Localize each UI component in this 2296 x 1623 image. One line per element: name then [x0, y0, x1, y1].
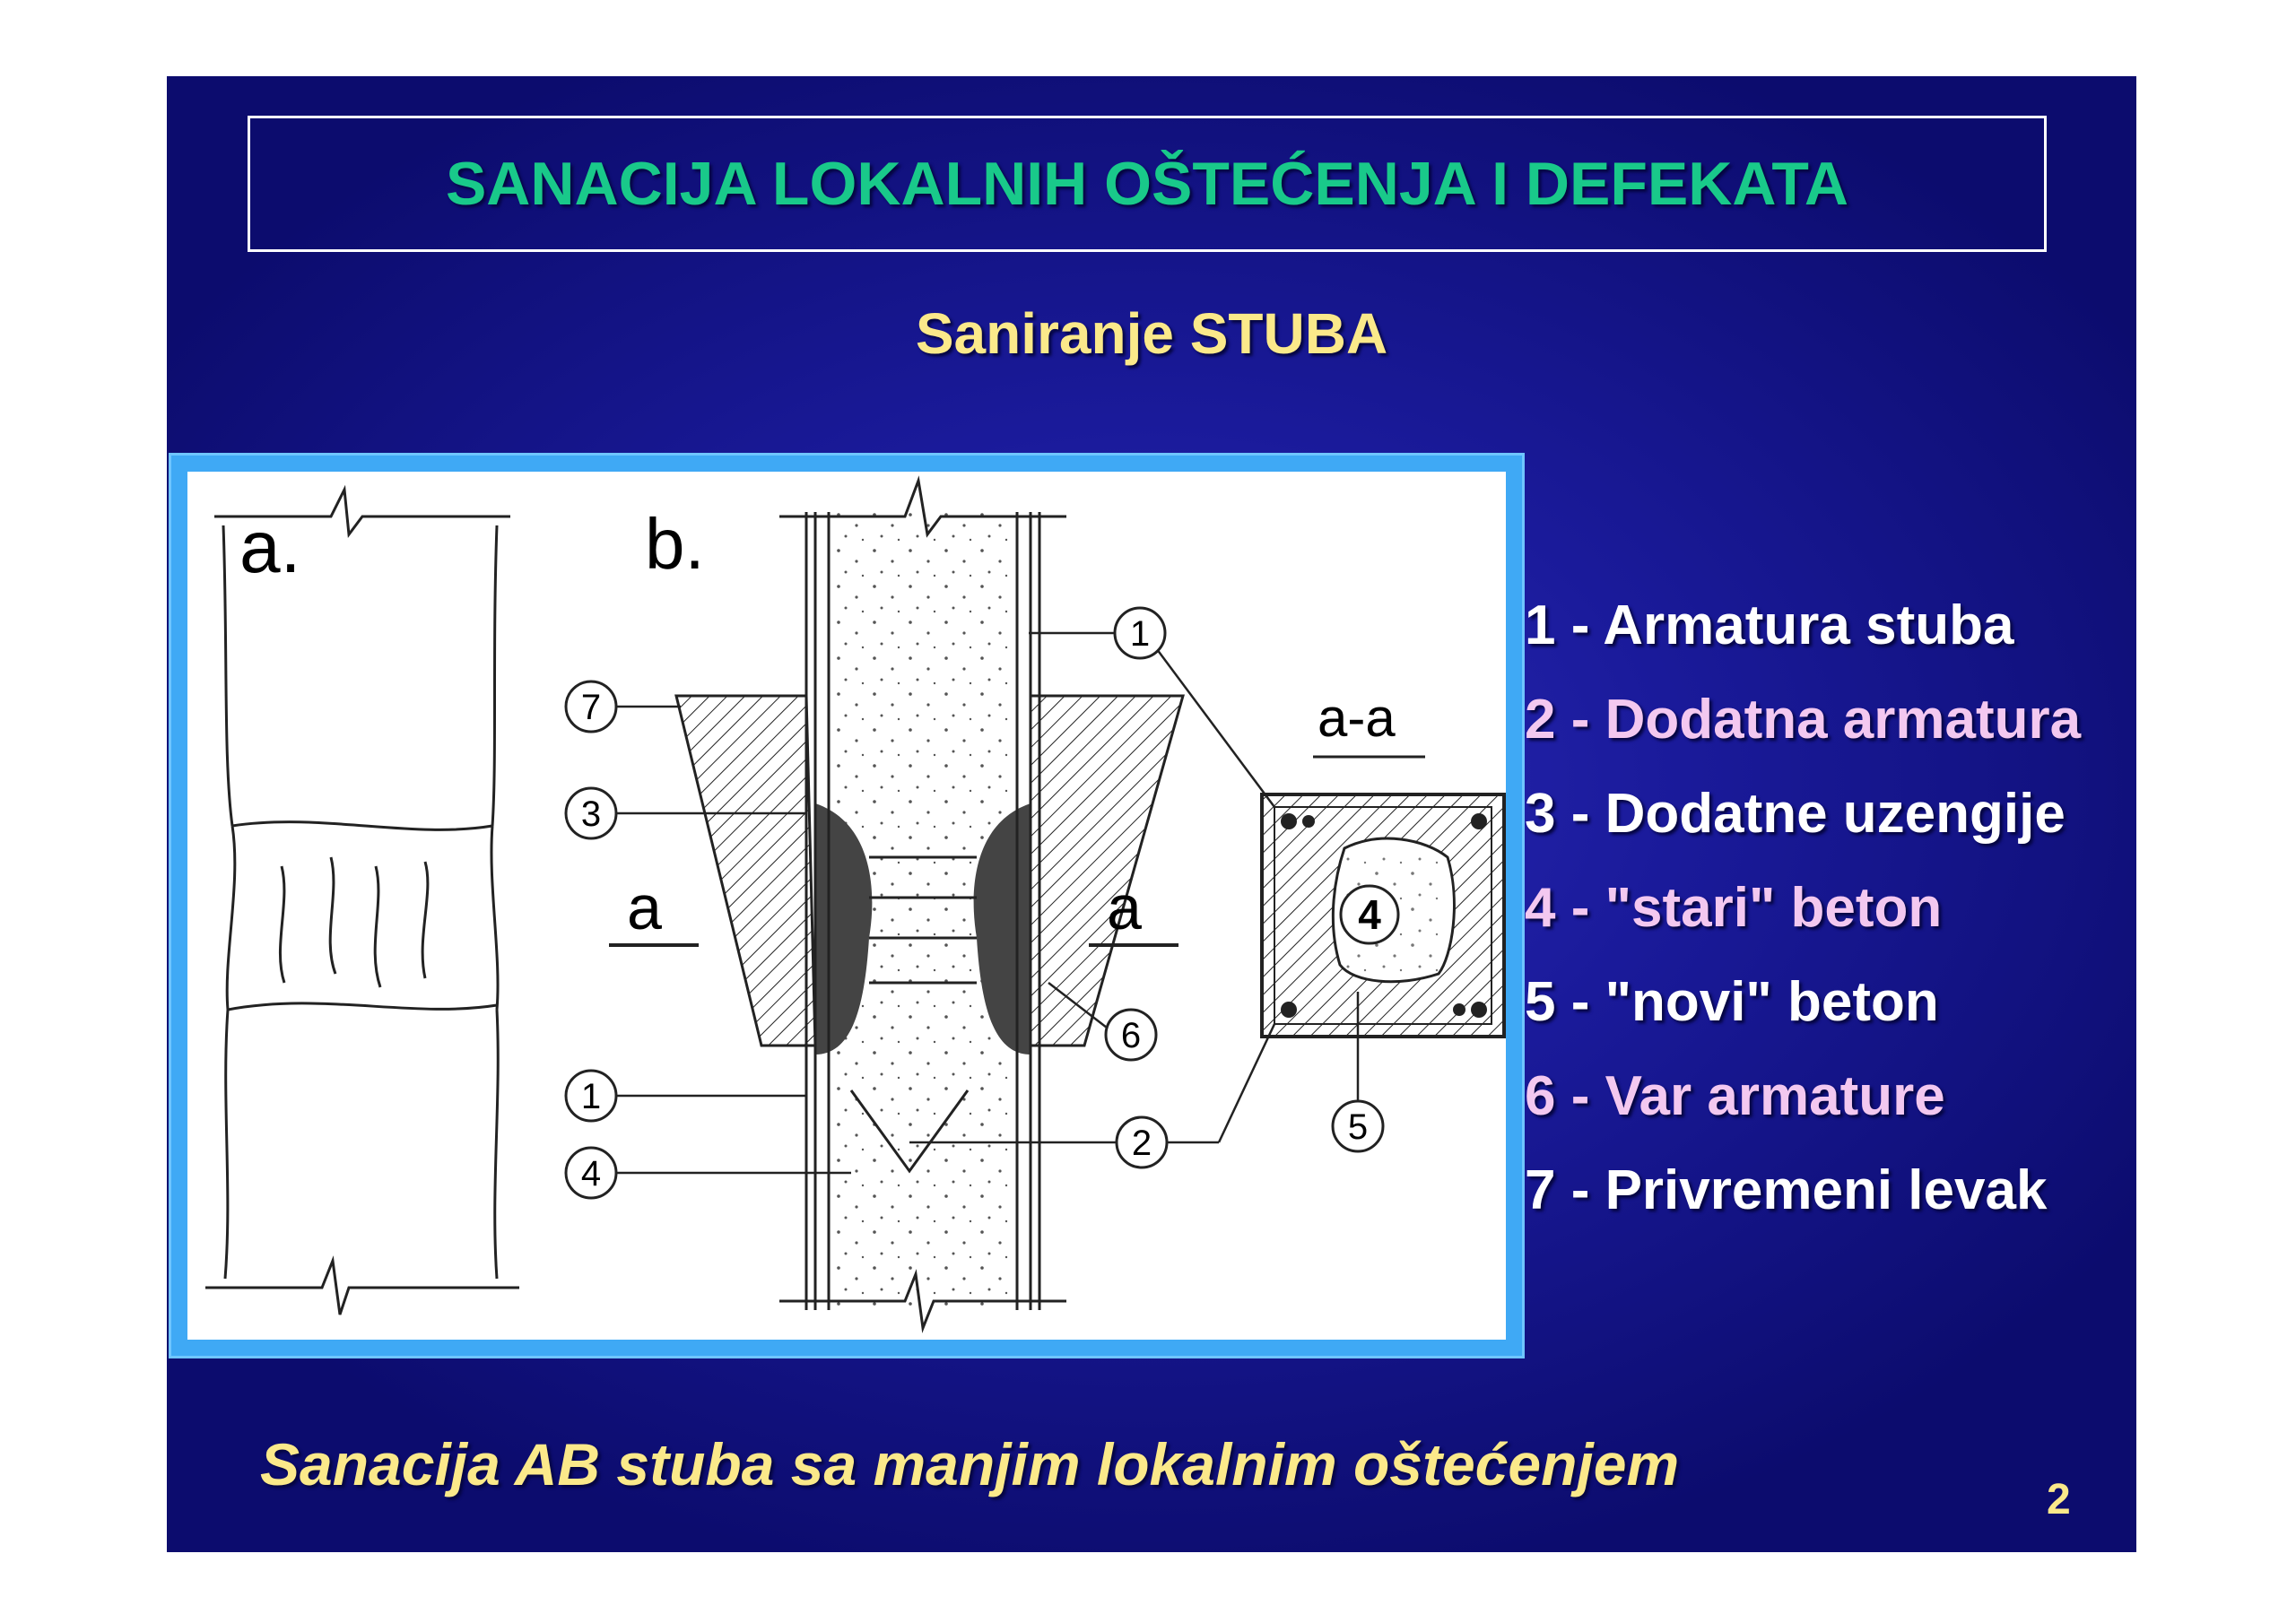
- page-number: 2: [2047, 1476, 2071, 1523]
- slide-subtitle: Saniranje STUBA: [915, 301, 1388, 366]
- marker-4-left: 4: [580, 1154, 602, 1193]
- drawing-svg: [187, 472, 1506, 1340]
- marker-2: 2: [1131, 1124, 1152, 1163]
- legend-item-7: 7 - Privremeni levak: [1525, 1159, 2048, 1221]
- marker-1-top: 1: [1129, 614, 1151, 654]
- slide-caption: Sanacija AB stuba sa manjim lokalnim oštećenjem: [260, 1431, 1680, 1497]
- legend-item-2: 2 - Dodatna armatura: [1525, 689, 2082, 751]
- legend-item-5: 5 - "novi" beton: [1525, 971, 1939, 1033]
- section-a-a: [1262, 688, 1504, 1037]
- marker-7: 7: [580, 688, 602, 727]
- legend-item-3: 3 - Dodatne uzengije: [1525, 783, 2066, 845]
- column-repair-drawing: [187, 472, 1506, 1340]
- slide-title: SANACIJA LOKALNIH OŠTEĆENJA I DEFEKATA: [445, 150, 1849, 218]
- legend-item-1: 1 - Armatura stuba: [1525, 595, 2014, 656]
- slide: [167, 76, 2136, 1552]
- marker-6: 6: [1120, 1016, 1142, 1055]
- section-mark-left: a: [627, 872, 662, 942]
- section-title: a-a: [1318, 688, 1396, 748]
- panel-b: [609, 481, 1183, 1328]
- figure-frame: [169, 453, 1525, 1358]
- legend-item-6: 6 - Var armature: [1525, 1065, 1945, 1127]
- title-box: [248, 116, 2047, 252]
- marker-1-left: 1: [580, 1077, 602, 1116]
- panel-b-label: b.: [645, 504, 705, 584]
- panel-a-label: a.: [239, 507, 301, 588]
- marker-4-section: 4: [1358, 891, 1381, 938]
- marker-3: 3: [580, 794, 602, 834]
- marker-5: 5: [1347, 1107, 1369, 1147]
- section-mark-right: a: [1107, 872, 1142, 942]
- legend-item-4: 4 - "stari" beton: [1525, 877, 1943, 939]
- legend: [1525, 578, 2135, 1237]
- panel-a: [205, 490, 519, 1315]
